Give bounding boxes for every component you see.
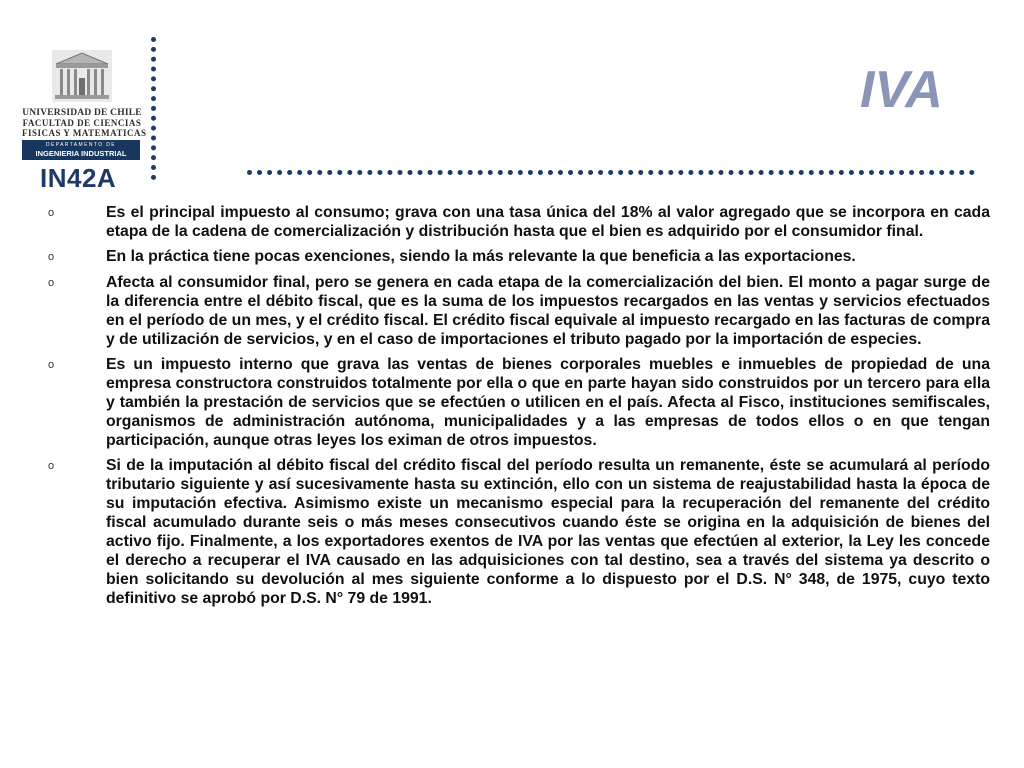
university-logo: [22, 50, 147, 160]
logo-faculty-line2: FISICAS Y MATEMATICAS: [22, 128, 147, 138]
logo-department-band: [22, 140, 140, 160]
logo-department-label: DEPARTAMENTO DE: [45, 142, 117, 148]
slide-title: IVA: [860, 61, 943, 119]
horizontal-dotted-divider: [247, 170, 975, 175]
bullet-item: [48, 355, 990, 450]
university-building-icon: [52, 50, 112, 102]
logo-university-name: UNIVERSIDAD DE CHILE: [22, 108, 142, 118]
vertical-dotted-divider: [151, 37, 156, 180]
bullet-item: [48, 203, 990, 241]
bullet-text: Si de la imputación al débito fiscal del crédito fiscal del período resulta un remanente, éste se acumulará al período tributario siguiente y así sucesivamente hasta su extinción, ello con un sistema de reajustabilidad hasta la época de su imputación efectiva. Asimismo existe un mecanismo especial para la recuperación del remanente del crédito fiscal acumulado durante seis o más meses consecutivos cuando éste se origina en la adquisición de bienes del activo fijo. Finalmente, a los exportadores exentos de IVA por las ventas que efectúen al exterior, la Ley les concede el derecho a recuperar el IVA causado en las adquisiciones con tal destino, sea a través del sistema ya descrito o bien solicitando su devolución al mes siguiente conforme a lo dispuesto por el D.S. N° 348, de 1975, cuyo texto definitivo se aprobó por D.S. N° 79 de 1991.: [106, 457, 990, 607]
bullet-text: En la práctica tiene pocas exenciones, siendo la más relevante la que beneficia a las exportaciones.: [106, 248, 856, 265]
course-code: IN42A: [40, 163, 117, 193]
bullet-circle-icon: o: [48, 251, 55, 263]
logo-faculty-line1: FACULTAD DE CIENCIAS: [22, 118, 142, 128]
bullet-text: Es un impuesto interno que grava las ventas de bienes corporales muebles e inmuebles de propiedad de una empresa constructora construidos totalmente por ella o que en parte hayan sido construidos por un tercero para ella y también la prestación de servicios que se efectúen o utilicen en el país. Afecta al Fisco, instituciones semifiscales, organismos de administración autónoma, municipalidades y a las empresas de todos ellos o en que tengan participación, aunque otras leyes los eximan de otros impuestos.: [106, 356, 990, 449]
bullet-item: [48, 456, 990, 608]
bullet-circle-icon: o: [48, 277, 55, 289]
logo-department-name: INGENIERIA INDUSTRIAL: [35, 149, 127, 158]
bullet-circle-icon: o: [48, 207, 55, 219]
bullet-circle-icon: o: [48, 359, 55, 371]
bullet-item: [48, 247, 990, 267]
bullet-list: [48, 203, 990, 614]
bullet-text: Es el principal impuesto al consumo; grava con una tasa única del 18% al valor agregado que se incorpora en cada etapa de la cadena de comercialización y distribución hasta que el bien es adquirido por el consumidor final.: [106, 204, 990, 240]
bullet-item: [48, 273, 990, 349]
bullet-circle-icon: o: [48, 460, 55, 472]
bullet-text: Afecta al consumidor final, pero se genera en cada etapa de la comercialización del bien. El monto a pagar surge de la diferencia entre el débito fiscal, que es la suma de los impuestos recargados en las ventas y servicios efectuados en el período de un mes, y el crédito fiscal. El crédito fiscal equivale al impuesto recargado en las facturas de compra y de utilización de servicios, y en el caso de importaciones el tributo pagado por la importación de especies.: [106, 274, 990, 348]
